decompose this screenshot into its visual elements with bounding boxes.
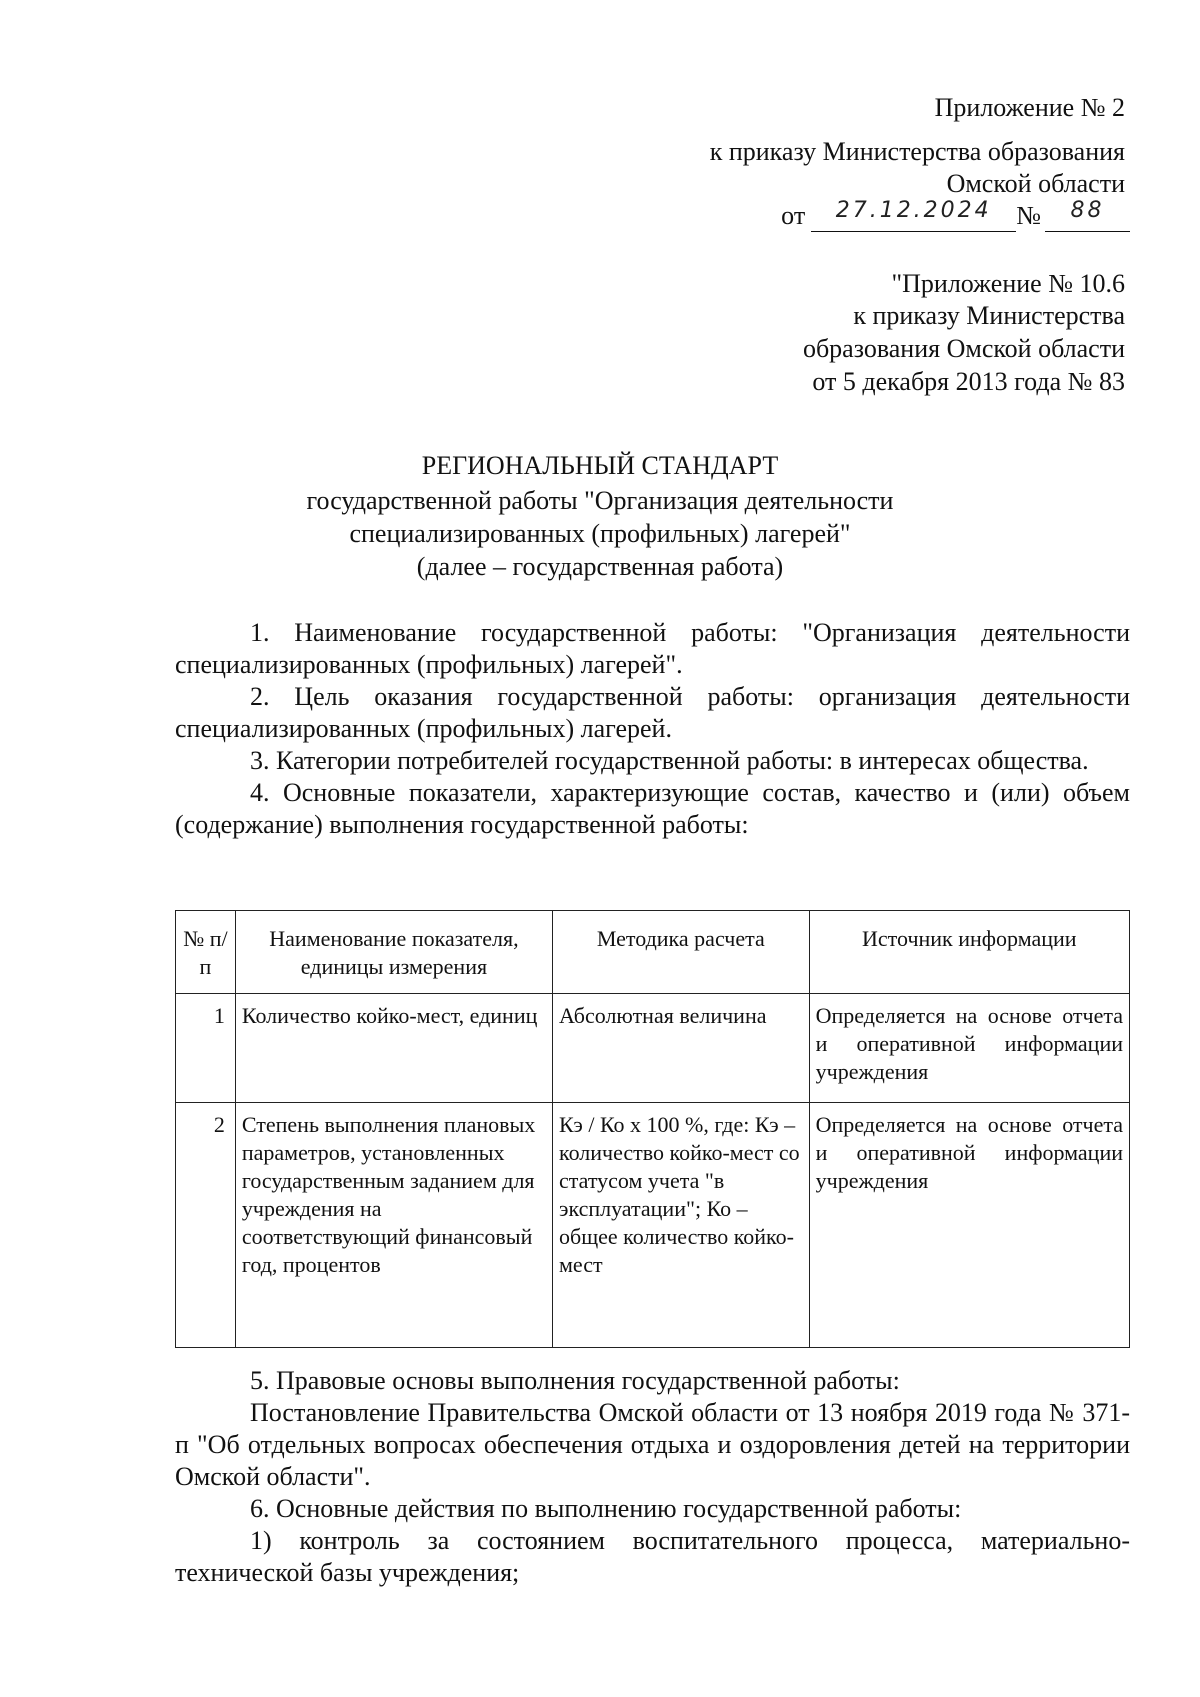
cell-indicator-name: Количество койко-мест, единиц [235,994,552,1103]
cell-indicator-name: Степень выполнения плановых параметров, установленных государственным заданием для учреждения на соответствующий финансовый год, процентов [235,1103,552,1348]
paragraph-2: 2. Цель оказания государственной работы: организация деятельности специализированных (профильных) лагерей. [175,682,1130,743]
paragraph-5: 5. Правовые основы выполнения государственной работы: [250,1366,900,1395]
cell-method: Абсолютная величина [553,994,810,1103]
header-indicator-name: Наименование показателя, единицы измерения [235,911,552,994]
original-ministry: образования Омской области [802,334,1125,363]
document-title: РЕГИОНАЛЬНЫЙ СТАНДАРТ [421,451,779,480]
date-field [811,198,1016,232]
paragraph-3: 3. Категории потребителей государственной работы: в интересах общества. [250,746,1089,775]
cell-number: 2 [176,1103,236,1348]
order-date-line [781,200,1130,232]
document-subtitle-line-1: государственной работы "Организация деятельности [306,486,894,515]
paragraph-legal-basis: Постановление Правительства Омской области от 13 ноября 2019 года № 371-п "Об отдельных вопросах обеспечения отдыха и оздоровления детей на территории Омской области". [175,1398,1130,1491]
cell-source: Определяется на основе отчета и оперативной информации учреждения [809,994,1129,1103]
original-order-date: от 5 декабря 2013 года № 83 [812,367,1125,396]
header-source: Источник информации [809,911,1129,994]
paragraph-6: 6. Основные действия по выполнению государственной работы: [250,1494,962,1523]
paragraph-1: 1. Наименование государственной работы: "Организация деятельности специализированных (профильных) лагерей". [175,618,1130,679]
original-order-ref: к приказу Министерства [853,301,1125,330]
number-prefix: № [1016,201,1041,230]
cell-method: Кэ / Ко х 100 %, где: Кэ – количество койко-мест со статусом учета "в эксплуатации"; Ко – общее количество койко-мест [553,1103,810,1348]
document-subtitle-line-2: специализированных (профильных) лагерей" [349,519,851,548]
indicators-table [175,910,1130,1348]
document-subtitle-line-3: (далее – государственная работа) [416,552,784,581]
appendix-order-ref: к приказу Министерства образования [709,137,1125,166]
number-field [1045,198,1130,232]
date-prefix: от [781,201,806,230]
handwritten-date: 27.12.2024 [835,198,992,223]
appendix-number: Приложение № 2 [934,93,1125,122]
paragraph-4: 4. Основные показатели, характеризующие состав, качество и (или) объем (содержание) выполнения государственной работы: [175,778,1130,839]
cell-number: 1 [176,994,236,1103]
body-section-1 [175,617,1130,841]
table-row [176,994,1130,1103]
original-appendix-number: "Приложение № 10.6 [891,269,1125,298]
paragraph-action-1: 1) контроль за состоянием воспитательного процесса, материально-технической базы учреждения; [175,1526,1130,1587]
header-method: Методика расчета [553,911,810,994]
table-row [176,1103,1130,1348]
appendix-region: Омской области [946,169,1125,198]
header-number: № п/п [176,911,236,994]
table-header-row [176,911,1130,994]
handwritten-number: 88 [1070,198,1105,223]
cell-source: Определяется на основе отчета и оперативной информации учреждения [809,1103,1129,1348]
body-section-2 [175,1365,1130,1589]
